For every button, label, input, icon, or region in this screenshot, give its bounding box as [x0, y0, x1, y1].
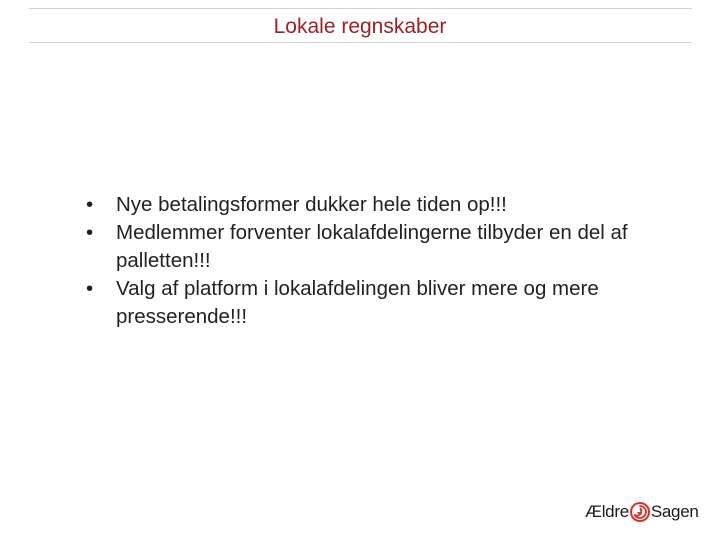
title-bottom-rule	[29, 42, 692, 43]
bullet-text: Medlemmer forventer lokalafdelingerne tilbyder en del af palletten!!!	[116, 221, 628, 272]
logo-text-right: Sagen	[650, 502, 699, 521]
bullet-marker: •	[86, 193, 94, 216]
aeldre-sagen-logo	[585, 502, 699, 522]
bullet-text: Nye betalingsformer dukker hele tiden op!!!	[116, 193, 507, 216]
title-top-rule	[29, 8, 692, 9]
slide-title: Lokale regnskaber	[273, 15, 447, 38]
bullet-item	[86, 219, 646, 275]
bullet-marker: •	[86, 221, 94, 244]
aeldre-sagen-swirl-icon	[630, 502, 650, 522]
bullet-item	[86, 275, 646, 331]
bullet-marker: •	[86, 277, 94, 300]
bullet-item	[86, 191, 646, 219]
bullet-text: Valg af platform i lokalafdelingen bliver mere og mere presserende!!!	[116, 277, 599, 328]
logo-text-left: Ældre	[585, 502, 629, 521]
bullet-list	[86, 191, 646, 331]
